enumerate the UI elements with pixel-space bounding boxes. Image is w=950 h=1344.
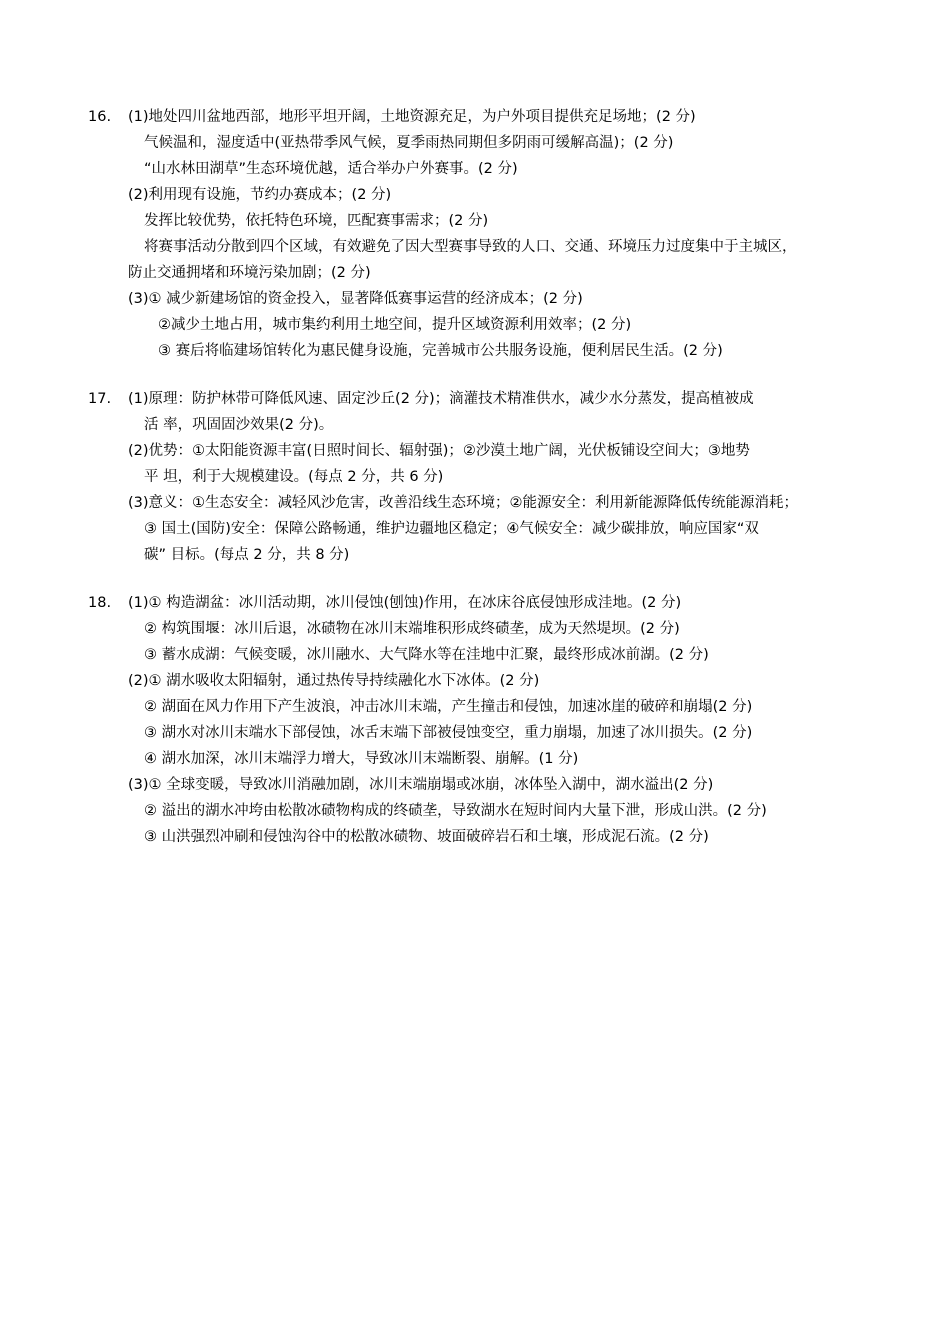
answer-line: (2)利用现有设施，节约办赛成本；(2 分) bbox=[128, 187, 392, 203]
answer-line: ③ 国土(国防)安全：保障公路畅通，维护边疆地区稳定；④气候安全：减少碳排放，响应国家“双 bbox=[144, 521, 759, 537]
answer-line: (2)① 湖水吸收太阳辐射，通过热传导持续融化水下冰体。(2 分) bbox=[128, 673, 540, 689]
answer-line: (2)优势：①太阳能资源丰富(日照时间长、辐射强)；②沙漠土地广阔，光伏板铺设空间大；③地势 bbox=[128, 443, 750, 459]
question-block-18 bbox=[88, 590, 878, 850]
answer-line: 平 坦，利于大规模建设。(每点 2 分，共 6 分) bbox=[144, 469, 444, 485]
answer-line: 防止交通拥堵和环境污染加剧；(2 分) bbox=[128, 265, 371, 281]
answer-line: ④ 湖水加深，冰川末端浮力增大，导致冰川末端断裂、崩解。(1 分) bbox=[144, 751, 579, 767]
answer-line: “山水林田湖草”生态环境优越，适合举办户外赛事。(2 分) bbox=[144, 161, 518, 177]
answer-line: ③ 山洪强烈冲刷和侵蚀沟谷中的松散冰碛物、坡面破碎岩石和土壤，形成泥石流。(2 分) bbox=[144, 829, 709, 845]
answer-line: (3)① 减少新建场馆的资金投入，显著降低赛事运营的经济成本；(2 分) bbox=[128, 291, 583, 307]
answer-line: 将赛事活动分散到四个区域，有效避免了因大型赛事导致的人口、交通、环境压力过度集中于主城区， bbox=[144, 239, 797, 255]
answer-line: 碳” 目标。(每点 2 分，共 8 分) bbox=[144, 547, 350, 563]
question-body-18 bbox=[128, 590, 878, 850]
question-body-16 bbox=[128, 104, 878, 364]
answer-line: ②减少土地占用，城市集约利用土地空间，提升区域资源利用效率；(2 分) bbox=[158, 317, 632, 333]
answer-line: (3)意义：①生态安全：减轻风沙危害，改善沿线生态环境；②能源安全：利用新能源降低传统能源消耗； bbox=[128, 495, 799, 511]
answer-line: ② 溢出的湖水冲垮由松散冰碛物构成的终碛垄，导致湖水在短时间内大量下泄，形成山洪。(2 分) bbox=[144, 803, 767, 819]
answer-line: 活 率，巩固固沙效果(2 分)。 bbox=[144, 417, 334, 433]
question-number-17: 17. bbox=[88, 391, 112, 407]
question-block-17 bbox=[88, 386, 878, 568]
question-body-17 bbox=[128, 386, 878, 568]
answer-key-content bbox=[88, 104, 878, 872]
answer-line: 发挥比较优势，依托特色环境，匹配赛事需求；(2 分) bbox=[144, 213, 489, 229]
answer-line: ③ 湖水对冰川末端水下部侵蚀，冰舌末端下部被侵蚀变空，重力崩塌，加速了冰川损失。(2 分) bbox=[144, 725, 753, 741]
question-block-16 bbox=[88, 104, 878, 364]
answer-line: 气候温和，湿度适中(亚热带季风气候，夏季雨热同期但多阴雨可缓解高温)；(2 分) bbox=[144, 135, 674, 151]
answer-line: ② 湖面在风力作用下产生波浪，冲击冰川末端，产生撞击和侵蚀，加速冰崖的破碎和崩塌(2 分) bbox=[144, 699, 753, 715]
answer-line: (1)地处四川盆地西部，地形平坦开阔，土地资源充足，为户外项目提供充足场地；(2 分) bbox=[128, 109, 696, 125]
question-number-16: 16. bbox=[88, 109, 112, 125]
answer-line: (1)原理：防护林带可降低风速、固定沙丘(2 分)；滴灌技术精准供水，减少水分蒸发，提高植被成 bbox=[128, 391, 754, 407]
answer-line: ② 构筑围堰：冰川后退，冰碛物在冰川末端堆积形成终碛垄，成为天然堤坝。(2 分) bbox=[144, 621, 680, 637]
answer-line: ③ 赛后将临建场馆转化为惠民健身设施，完善城市公共服务设施，便利居民生活。(2 分) bbox=[158, 343, 723, 359]
answer-line: (3)① 全球变暖，导致冰川消融加剧，冰川末端崩塌或冰崩，冰体坠入湖中，湖水溢出(2 分) bbox=[128, 777, 714, 793]
answer-line: ③ 蓄水成湖：气候变暖，冰川融水、大气降水等在洼地中汇聚，最终形成冰前湖。(2 分) bbox=[144, 647, 709, 663]
question-number-18: 18. bbox=[88, 595, 112, 611]
answer-line: (1)① 构造湖盆：冰川活动期，冰川侵蚀(刨蚀)作用，在冰床谷底侵蚀形成洼地。(2 分) bbox=[128, 595, 682, 611]
